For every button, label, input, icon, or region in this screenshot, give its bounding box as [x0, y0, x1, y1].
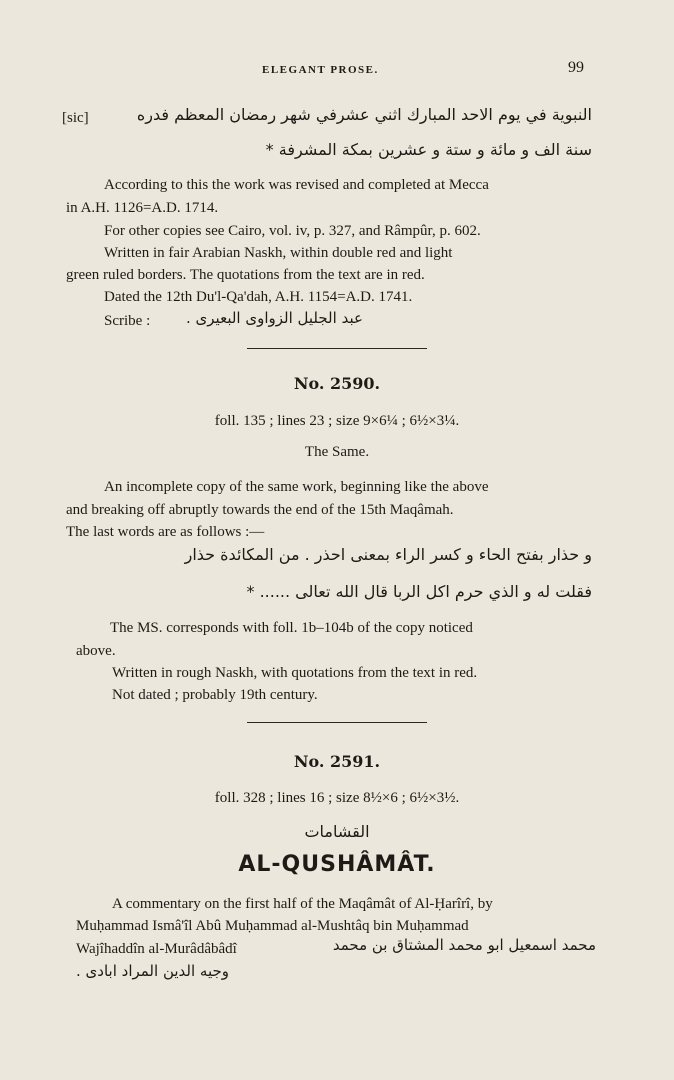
entry-2590-written: Written in rough Naskh, with quotations from the text in red. [112, 665, 478, 681]
note-mecca-line-1: According to this the work was revised and completed at Mecca [104, 177, 489, 193]
entry-2591-desc-line-1: A commentary on the first half of the Maqâmât of Al-Ḥarîrî, by [112, 896, 493, 912]
entry-2590-desc-line-2: and breaking off abruptly towards the end of the 15th Maqâmah. [66, 502, 454, 518]
entry-2590-arabic-line-1: و حذار بفتح الحاء و كسر الراء بمعنى احذر . من المكائدة حذار [184, 545, 592, 564]
entry-2590-corresponds-line-1: The MS. corresponds with foll. 1b–104b of the copy noticed [110, 620, 473, 636]
section-divider [247, 348, 427, 349]
page-number: 99 [568, 59, 584, 76]
note-other-copies: For other copies see Cairo, vol. iv, p. 327, and Râmpûr, p. 602. [104, 223, 481, 239]
scribe-arabic: عبد الجليل الزواوى البعيرى . [186, 309, 363, 327]
entry-2591-desc-line-2: Muḥammad Ismâ'îl Abû Muḥammad al-Mushtâq bin Muḥammad [76, 918, 469, 934]
entry-2590-desc-line-1: An incomplete copy of the same work, beginning like the above [104, 479, 489, 495]
entry-2590-title: The Same. [304, 444, 370, 460]
entry-2591-specs: foll. 328 ; lines 16 ; size 8½×6 ; 6½×3½. [214, 790, 460, 806]
entry-2590-dated: Not dated ; probably 19th century. [112, 687, 318, 703]
entry-number-2590: No. 2590. [293, 374, 381, 393]
scribe-label: Scribe : [104, 313, 151, 329]
section-divider [247, 722, 427, 723]
colophon-arabic-line-1: النبوية في يوم الاحد المبارك اثني عشرفي شهر رمضان المعظم فدره [136, 105, 592, 124]
entry-2591-arabic-line-2: وجيه الدين المراد ابادى . [76, 962, 229, 980]
entry-2590-arabic-line-2: فقلت له و الذي حرم اكل الربا قال الله تعالى ...... * [246, 582, 592, 601]
running-title: ELEGANT PROSE. [262, 64, 379, 76]
sic-note: [sic] [62, 110, 89, 126]
entry-2591-desc-line-3: Wajîhaddîn al-Murâdâbâdî [76, 941, 237, 957]
entry-2591-arabic-title: القشامات [304, 822, 370, 841]
note-mecca-line-2: in A.H. 1126=A.D. 1714. [66, 200, 219, 216]
entry-2591-title: AL-QUSHÂMÂT. [238, 852, 436, 877]
entry-number-2591: No. 2591. [293, 752, 381, 771]
entry-2591-arabic-line-1: محمد اسمعيل ابو محمد المشتاق بن محمد [332, 936, 596, 954]
colophon-arabic-line-2: سنة الف و مائة و ستة و عشرين بمكة المشرفة * [265, 140, 592, 159]
note-written-line-2: green ruled borders. The quotations from the text are in red. [66, 267, 425, 283]
entry-2590-corresponds-line-2: above. [76, 643, 116, 659]
entry-2590-specs: foll. 135 ; lines 23 ; size 9×6¼ ; 6½×3¼. [214, 413, 460, 429]
entry-2590-desc-line-3: The last words are as follows :— [66, 524, 265, 540]
note-dated: Dated the 12th Du'l-Qa'dah, A.H. 1154=A.D. 1741. [104, 289, 413, 305]
note-written-line-1: Written in fair Arabian Naskh, within double red and light [104, 245, 453, 261]
